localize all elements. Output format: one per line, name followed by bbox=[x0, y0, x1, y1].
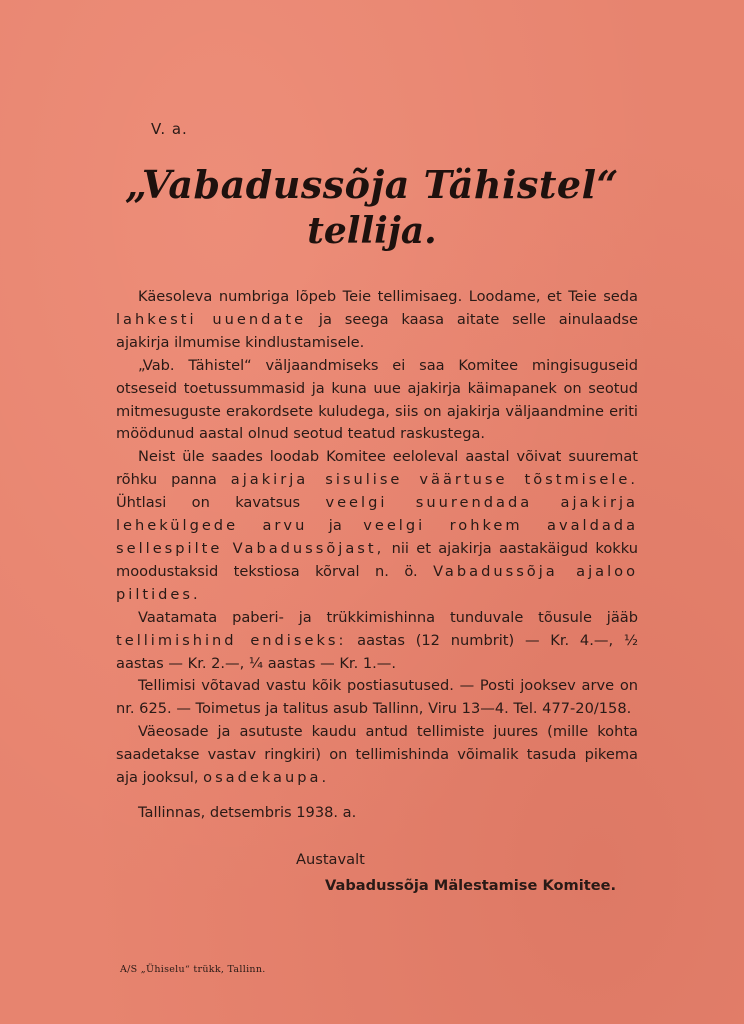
text-segment: Ühtlasi on kavatsus bbox=[116, 494, 326, 512]
text-segment: „Vab. Tähistel“ väljaandmiseks ei saa Komitee mingisuguseid otseseid toetussummasid ja kuna uue ajakirja käimapanek on seotud mitmesuguste erakordsete kuludega, siis on ajakirja väljaandmine eriti möödunud aastal olnud seotud teatud raskustega. bbox=[116, 356, 638, 443]
text-segment: Neist üle saades loodab Komitee eeloleval aastal võivat suuremat rõhku panna bbox=[116, 448, 638, 489]
body-paragraph bbox=[116, 446, 638, 606]
addressee: V. a. bbox=[151, 120, 188, 138]
dateline: Tallinnas, detsembris 1938. a. bbox=[138, 804, 357, 821]
spaced-emphasis: Vabadussõja ajaloo piltides. bbox=[116, 562, 639, 603]
text-segment: Vaatamata paberi- ja trükkimishinna tunduvale tõusule jääb bbox=[138, 608, 638, 626]
text-segment: ja bbox=[307, 517, 364, 535]
letter-body bbox=[116, 286, 638, 790]
signature: Vabadussõja Mälestamise Komitee. bbox=[325, 877, 617, 894]
text-segment: aastas (12 numbrit) — Kr. 4.—, ½ aastas — Kr. 2.—, ¼ aastas — Kr. 1.—. bbox=[116, 631, 638, 672]
document-title bbox=[0, 162, 744, 253]
text-segment: Väeosade ja asutuste kaudu antud tellimiste juures (mille kohta saadetakse vastav ringkiri) on tellimishinda võimalik tasuda pikema aja jooksul, bbox=[116, 723, 638, 787]
text-segment: ja seega kaasa aitate selle ainulaadse ajakirja ilmumise kindlustamisele. bbox=[116, 310, 638, 351]
body-paragraph bbox=[116, 675, 638, 721]
spaced-emphasis: veelgi rohkem avaldada sellespilte Vabadussõjast, bbox=[116, 517, 639, 557]
title-line-2: tellija. bbox=[307, 209, 437, 252]
spaced-emphasis: tellimishind endiseks: bbox=[116, 631, 347, 649]
spaced-emphasis: lahkesti uuendate bbox=[116, 310, 307, 328]
body-paragraph bbox=[116, 355, 638, 447]
body-paragraph bbox=[116, 607, 638, 676]
text-segment: nii et ajakirja aastakäigud kokku moodustaksid tekstiosa kõrval n. ö. bbox=[116, 539, 638, 580]
title-line-1: „Vabadussõja Tähistel“ bbox=[125, 162, 619, 207]
text-segment: Käesoleva numbriga lõpeb Teie tellimisaeg. Loodame, et Teie seda bbox=[138, 288, 638, 305]
spaced-emphasis: veelgi suurendada ajakirja lehekülgede arvu bbox=[116, 494, 638, 535]
body-paragraph bbox=[116, 286, 638, 355]
spaced-emphasis: osadekaupa. bbox=[203, 769, 330, 787]
closing-greeting: Austavalt bbox=[296, 851, 365, 868]
printer-imprint: A/S „Ühiselu“ trükk, Tallinn. bbox=[120, 964, 266, 975]
body-paragraph bbox=[116, 721, 638, 790]
spaced-emphasis: ajakirja sisulise väärtuse tõstmisele. bbox=[230, 471, 638, 489]
text-segment: Tellimisi võtavad vastu kõik postiasutused. — Posti jooksev arve on nr. 625. — Toimetus ja talitus asub Tallinn, Viru 13—4. Tel. 477-20/158. bbox=[116, 677, 638, 718]
